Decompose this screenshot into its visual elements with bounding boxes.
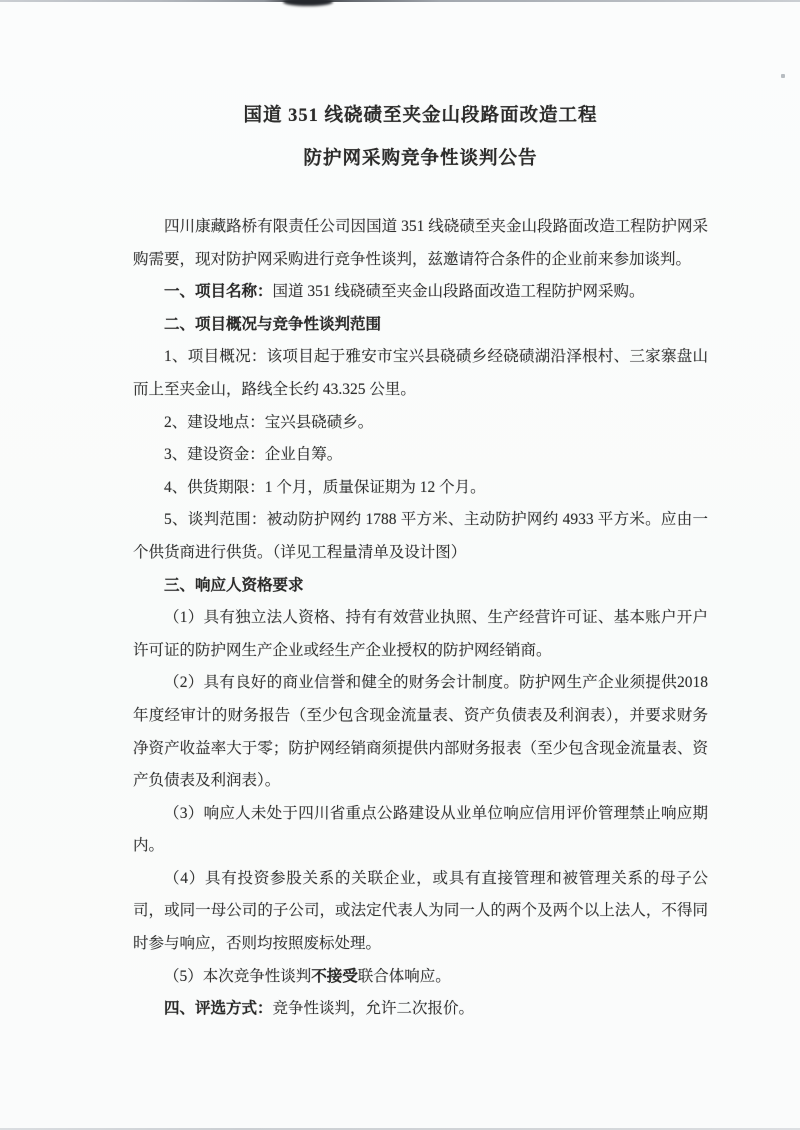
doc-title-line-2: 防护网采购竞争性谈判公告 bbox=[303, 149, 538, 169]
item-5-emphasis: 不接受 bbox=[311, 967, 358, 985]
section-3-item-1: （1）具有独立法人资格、持有有效营业执照、生产经营许可证、基本账户开户许可证的防护网生产企业或经生产企业授权的防护网经销商。 bbox=[133, 609, 708, 659]
section-1-label: 一、项目名称： bbox=[164, 283, 273, 301]
scan-speck-artifact bbox=[781, 74, 785, 78]
item-5-post: 联合体响应。 bbox=[357, 967, 451, 985]
intro-paragraph: 四川康藏路桥有限责任公司因国道 351 线硗碛至夹金山段路面改造工程防护网采购需要，现对防护网采购进行竞争性谈判，兹邀请符合条件的企业前来参加谈判。 bbox=[133, 218, 708, 268]
scan-smudge-artifact bbox=[283, 0, 333, 6]
section-1-text: 国道 351 线硗碛至夹金山段路面改造工程防护网采购。 bbox=[272, 283, 645, 301]
section-3-item-2: （2）具有良好的商业信誉和健全的财务会计制度。防护网生产企业须提供2018年度经审计的财务报告（至少包含现金流量表、资产负债表及利润表），并要求财务净资产收益率大于零；防护网经销商须提供内部财务报表（至少包含现金流量表、资产负债表及利润表）。 bbox=[133, 674, 708, 790]
section-2-item-5: 5、谈判范围：被动防护网约 1788 平方米、主动防护网约 4933 平方米。应由一个供货商进行供货。（详见工程量清单及设计图） bbox=[133, 511, 708, 561]
section-3-heading: 三、响应人资格要求 bbox=[164, 576, 304, 594]
section-4-text: 竞争性谈判，允许二次报价。 bbox=[272, 1000, 475, 1018]
section-2-item-4: 4、供货期限：1 个月，质量保证期为 12 个月。 bbox=[164, 478, 486, 496]
document-body bbox=[133, 103, 708, 1026]
scan-edge-artifact-top bbox=[0, 0, 800, 2]
item-5-pre: （5）本次竞争性谈判 bbox=[164, 967, 312, 985]
section-3-item-3: （3）响应人未处于四川省重点公路建设从业单位响应信用评价管理禁止响应期内。 bbox=[133, 804, 708, 855]
section-2-heading: 二、项目概况与竞争性谈判范围 bbox=[164, 315, 382, 333]
section-3-item-5 bbox=[133, 961, 708, 994]
section-4-line bbox=[133, 993, 708, 1026]
doc-title-line-1: 国道 351 线硗碛至夹金山段路面改造工程 bbox=[243, 106, 598, 126]
section-2-item-1: 1、项目概况：该项目起于雅安市宝兴县硗碛乡经硗碛湖沿泽根村、三家寨盘山而上至夹金山，路线全长约 43.325 公里。 bbox=[133, 348, 708, 398]
section-2-item-2: 2、建设地点：宝兴县硗碛乡。 bbox=[164, 413, 374, 431]
section-4-label: 四、评选方式： bbox=[164, 1000, 273, 1018]
section-3-item-4: （4）具有投资参股关系的关联企业，或具有直接管理和被管理关系的母子公司，或同一母公司的子公司，或法定代表人为同一人的两个及两个以上法人，不得同时参与响应，否则均按照废标处理。 bbox=[133, 869, 708, 953]
section-2-item-3: 3、建设资金：企业自筹。 bbox=[164, 446, 343, 464]
document-text-block bbox=[133, 211, 708, 1026]
section-1-line bbox=[133, 276, 708, 309]
